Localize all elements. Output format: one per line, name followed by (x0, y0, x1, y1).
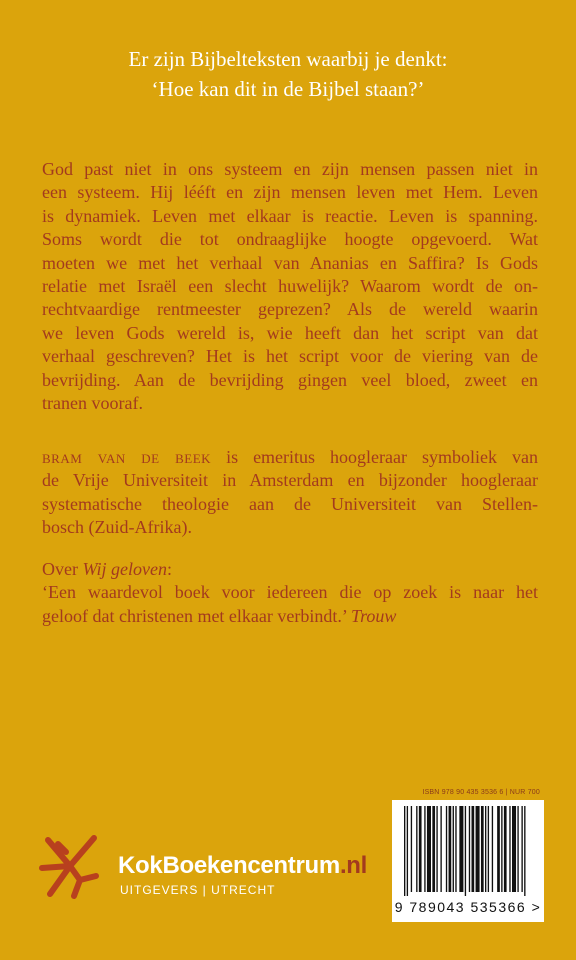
barcode-bar (407, 806, 408, 896)
isbn-text: ISBN 978 90 435 3536 6 | NUR 700 (422, 789, 540, 796)
barcode-bar (446, 806, 447, 892)
publisher-emblem-icon (36, 832, 110, 902)
barcode-bar (497, 806, 500, 892)
barcode-bar (485, 806, 486, 892)
blurb-line: relatie met Israël een slecht huwelijk? Waarom wordt de on- (42, 276, 538, 297)
bio-line (42, 446, 538, 469)
barcode-bar (501, 806, 502, 892)
barcode-bar (424, 806, 425, 892)
blurb-line: God past niet in ons systeem en zijn mensen passen niet in (42, 159, 538, 179)
barcode-bar (481, 806, 484, 892)
barcode-digits: 9 789043 535366 > (394, 899, 542, 915)
barcode-bar (416, 806, 417, 892)
review-quote-line-2: geloof dat christenen met elkaar verbindt.’ (42, 605, 352, 626)
barcode-bar (492, 806, 493, 892)
barcode-bars (400, 806, 536, 896)
author-name: bram van de beek (42, 447, 212, 467)
blurb-line: is dynamiek. Leven met elkaar is reactie. Leven is spanning. (42, 205, 538, 226)
blurb-line: moeten we met het verhaal van Ananias en Saffira? Is Gods (42, 252, 538, 273)
tagline (0, 44, 576, 104)
bio-line: bosch (Zuid-Afrika). (42, 517, 192, 538)
tagline-line-1: Er zijn Bijbelteksten waarbij je denkt: (128, 47, 448, 71)
blurb-line: bevrijding. Aan de bevrijding gingen veel bloed, zweet en (42, 369, 538, 390)
publisher-logo-block (36, 830, 376, 900)
publisher-name-main: KokBoekencentrum (118, 852, 340, 879)
barcode-bar (432, 806, 435, 892)
barcode-bar (517, 806, 518, 892)
barcode-bar (440, 806, 441, 892)
barcode-bar (449, 806, 452, 892)
review-quote-line: ‘Een waardevol boek voor iedereen die op zoek is naar het (42, 582, 538, 603)
barcode-bar (472, 806, 475, 892)
barcode-bar (419, 806, 422, 892)
barcode-bar (488, 806, 489, 892)
publisher-name (118, 852, 367, 880)
blurb-paragraph (42, 158, 538, 415)
barcode-bar (427, 806, 431, 892)
review-source: Trouw (351, 605, 397, 626)
barcode-bar (521, 806, 522, 892)
barcode-bar (469, 806, 470, 892)
barcode-bar (459, 806, 463, 892)
barcode-bar (455, 806, 456, 892)
tagline-line-2: ‘Hoe kan dit in de Bijbel staan?’ (151, 77, 425, 101)
blurb-line: rechtvaardige rentmeester geprezen? Als de wereld waarin (42, 299, 538, 320)
bio-line: de Vrije Universiteit in Amsterdam en bijzonder hoogleraar (42, 470, 538, 491)
barcode (392, 800, 544, 922)
barcode-bar (524, 806, 525, 896)
barcode-bar (476, 806, 480, 892)
barcode-bar (465, 806, 466, 896)
barcode-bar (411, 806, 412, 892)
review-over-suffix: : (166, 559, 172, 579)
blurb-line: we leven Gods wereld is, wie heeft dan het script van dat (42, 322, 538, 343)
author-bio (42, 446, 538, 540)
review-over-prefix: Over (42, 559, 83, 579)
barcode-bar (512, 806, 516, 892)
publisher-name-tld: .nl (339, 852, 368, 879)
blurb-line: verhaal geschreven? Het is het script voor de viering van de (42, 346, 538, 367)
barcode-bar (509, 806, 510, 892)
publisher-subline: UITGEVERS | UTRECHT (120, 883, 276, 897)
blurb-line: Soms wordt die tot ondraaglijke hoogte opgevoerd. Wat (42, 229, 538, 250)
review-book-title: Wij geloven (82, 559, 167, 579)
review-heading (42, 558, 538, 581)
barcode-bar (436, 806, 437, 892)
barcode-bar (453, 806, 454, 892)
bio-line: systematische theologie aan de Universiteit van Stellen- (42, 493, 538, 514)
blurb-line: tranen vooraf. (42, 393, 143, 414)
review-quote (42, 558, 538, 628)
bio-line-1-rest: is emeritus hoogleraar symboliek van (211, 447, 538, 467)
blurb-line: een systeem. Hij lééft en zijn mensen leven met Hem. Leven (42, 182, 538, 203)
review-quote-line (42, 605, 538, 628)
barcode-bar (504, 806, 507, 892)
barcode-bar (404, 806, 405, 896)
